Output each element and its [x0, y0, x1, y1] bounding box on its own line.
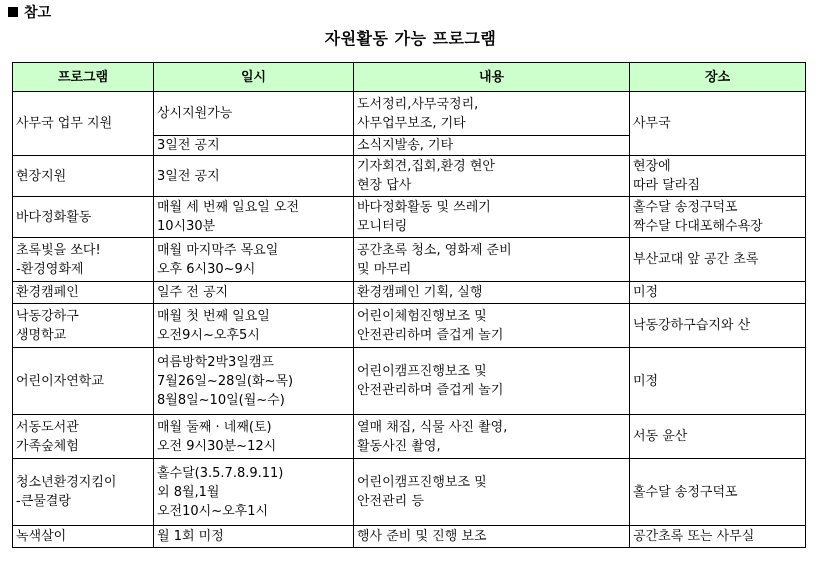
- schedule-line: 매월 마지막주 목요일: [157, 242, 279, 258]
- place-line: 따라 달라짐: [633, 178, 700, 193]
- table-row: [13, 238, 806, 282]
- content-line: 행사 준비 및 진행 보조: [357, 529, 487, 544]
- schedule-cell: [154, 304, 354, 348]
- program-cell: [13, 415, 154, 459]
- program-table: [12, 62, 806, 548]
- place-cell: [630, 197, 806, 238]
- place-line: 공간초록 또는 사무실: [633, 529, 755, 544]
- content-cell: [354, 304, 630, 348]
- schedule-line: 매월 둘째 · 네째(토): [157, 419, 272, 435]
- schedule-cell: [154, 136, 354, 156]
- place-cell: [630, 282, 806, 304]
- column-header-place: 장소: [630, 63, 806, 92]
- column-header-content: 내용: [354, 63, 630, 92]
- program-line: 생명학교: [16, 327, 67, 343]
- content-cell: [354, 238, 630, 282]
- schedule-cell: [154, 415, 354, 459]
- content-cell: [354, 156, 630, 197]
- column-header-program: 프로그램: [13, 63, 154, 92]
- table-row: [13, 156, 806, 197]
- table-row: [13, 92, 806, 136]
- content-line: 현장 답사: [357, 178, 412, 193]
- content-line: 모니터링: [357, 219, 408, 234]
- program-line: -환경영화제: [16, 261, 84, 277]
- content-line: 어린이캠프진행보조 및: [357, 475, 487, 490]
- square-bullet-icon: [8, 7, 18, 17]
- place-cell: [630, 304, 806, 348]
- place-line: 부산교대 앞 공간 초록: [633, 252, 759, 267]
- content-line: 공간초록 청소, 영화제 준비: [357, 242, 512, 258]
- program-cell: [13, 526, 154, 548]
- content-cell: [354, 282, 630, 304]
- content-line: 어린이캠프진행보조 및: [357, 364, 487, 379]
- program-line: 사무국 업무 지원: [16, 116, 113, 131]
- content-line: 바다정화활동 및 쓰레기: [357, 200, 491, 215]
- program-line: 현장지원: [16, 168, 67, 184]
- content-line: 기자회견,집회,환경 현안: [357, 159, 495, 174]
- schedule-line: 매월 세 번째 일요일 오전: [157, 200, 300, 215]
- content-line: 환경캠페인 기획, 실행: [357, 285, 483, 300]
- place-line: 서동 윤산: [633, 429, 688, 444]
- table-row: [13, 304, 806, 348]
- content-line: 사무업무보조, 기타: [357, 115, 466, 131]
- schedule-line: 일주 전 공지: [157, 285, 229, 300]
- program-cell: [13, 92, 154, 156]
- program-line: 낙동강하구: [16, 308, 79, 324]
- schedule-cell: [154, 238, 354, 282]
- place-line: 현장에: [633, 159, 671, 174]
- place-cell: [630, 92, 806, 156]
- content-line: 열매 채집, 식물 사진 촬영,: [357, 419, 508, 435]
- schedule-line: 월 1회 미정: [157, 529, 224, 544]
- schedule-line: 오전9시~오후5시: [157, 327, 260, 343]
- place-line: 미정: [633, 373, 659, 389]
- program-line: 바다정화활동: [16, 209, 92, 225]
- table-row: [13, 282, 806, 304]
- program-cell: [13, 156, 154, 197]
- content-line: 및 마무리: [357, 261, 412, 277]
- program-line: 초록빛을 쏘다!: [16, 242, 101, 258]
- program-cell: [13, 304, 154, 348]
- program-cell: [13, 348, 154, 415]
- program-line: 어린이자연학교: [16, 373, 104, 389]
- place-cell: [630, 238, 806, 282]
- content-cell: [354, 136, 630, 156]
- content-line: 소식지발송, 기타: [357, 138, 454, 153]
- content-line: 활동사진 촬영,: [357, 438, 441, 454]
- schedule-line: 매월 첫 번째 일요일: [157, 308, 270, 324]
- schedule-cell: [154, 282, 354, 304]
- program-line: -큰물결랑: [16, 494, 71, 509]
- program-cell: [13, 238, 154, 282]
- table-row: [13, 415, 806, 459]
- table-header-row: [13, 63, 806, 92]
- schedule-cell: [154, 156, 354, 197]
- content-line: 어린이체험진행보조 및: [357, 308, 487, 324]
- program-cell: [13, 197, 154, 238]
- content-cell: [354, 348, 630, 415]
- schedule-line: 3일전 공지: [157, 138, 220, 153]
- place-cell: [630, 156, 806, 197]
- schedule-line: 오전10시~오후1시: [157, 503, 269, 519]
- content-cell: [354, 92, 630, 136]
- schedule-line: 3일전 공지: [157, 168, 220, 184]
- content-cell: [354, 526, 630, 548]
- program-line: 녹색살이: [16, 529, 67, 544]
- schedule-line: 오전 9시30분~12시: [157, 438, 277, 454]
- reference-label: 참고: [24, 5, 52, 21]
- content-line: 안전관리하며 즐겁게 놀기: [357, 383, 504, 398]
- table-row: [13, 348, 806, 415]
- place-cell: [630, 526, 806, 548]
- reference-heading: [8, 2, 51, 22]
- content-cell: [354, 415, 630, 459]
- schedule-cell: [154, 92, 354, 136]
- schedule-cell: [154, 526, 354, 548]
- schedule-line: 여름방학2박3일캠프: [157, 354, 275, 370]
- program-line: 환경캠페인: [16, 285, 79, 300]
- schedule-cell: [154, 197, 354, 238]
- table-row: [13, 526, 806, 548]
- schedule-line: 상시지원가능: [157, 106, 233, 121]
- content-cell: [354, 459, 630, 526]
- schedule-line: 오후 6시30~9시: [157, 261, 256, 277]
- program-line: 가족숲체험: [16, 438, 79, 454]
- place-line: 사무국: [633, 116, 671, 131]
- schedule-line: 외 8월,1월: [157, 484, 220, 500]
- place-line: 홀수달 송정구덕포: [633, 484, 738, 500]
- place-cell: [630, 348, 806, 415]
- schedule-cell: [154, 348, 354, 415]
- place-cell: [630, 459, 806, 526]
- schedule-line: 7월26일~28일(화~목): [157, 373, 294, 389]
- place-line: 낙동강하구습지와 산: [633, 318, 751, 333]
- place-line: 홀수달 송정구덕포: [633, 200, 738, 215]
- column-header-schedule: 일시: [154, 63, 354, 92]
- schedule-line: 홀수달(3.5.7.8.9.11): [157, 465, 284, 481]
- schedule-line: 8월8일~10일(월~수): [157, 392, 285, 408]
- content-cell: [354, 197, 630, 238]
- schedule-line: 10시30분: [157, 219, 216, 234]
- table-row: [13, 459, 806, 526]
- content-line: 안전관리하며 즐겁게 놀기: [357, 327, 504, 343]
- program-cell: [13, 282, 154, 304]
- program-line: 서동도서관: [16, 419, 79, 435]
- program-line: 청소년환경지킴이: [16, 475, 117, 490]
- page-title: 자원활동 가능 프로그램: [324, 29, 497, 48]
- place-line: 짝수달 다대포해수욕장: [633, 219, 763, 234]
- content-line: 도서정리,사무국정리,: [357, 96, 479, 112]
- program-cell: [13, 459, 154, 526]
- content-line: 안전관리 등: [357, 494, 424, 509]
- table-row: [13, 197, 806, 238]
- schedule-cell: [154, 459, 354, 526]
- place-cell: [630, 415, 806, 459]
- place-line: 미정: [633, 285, 659, 300]
